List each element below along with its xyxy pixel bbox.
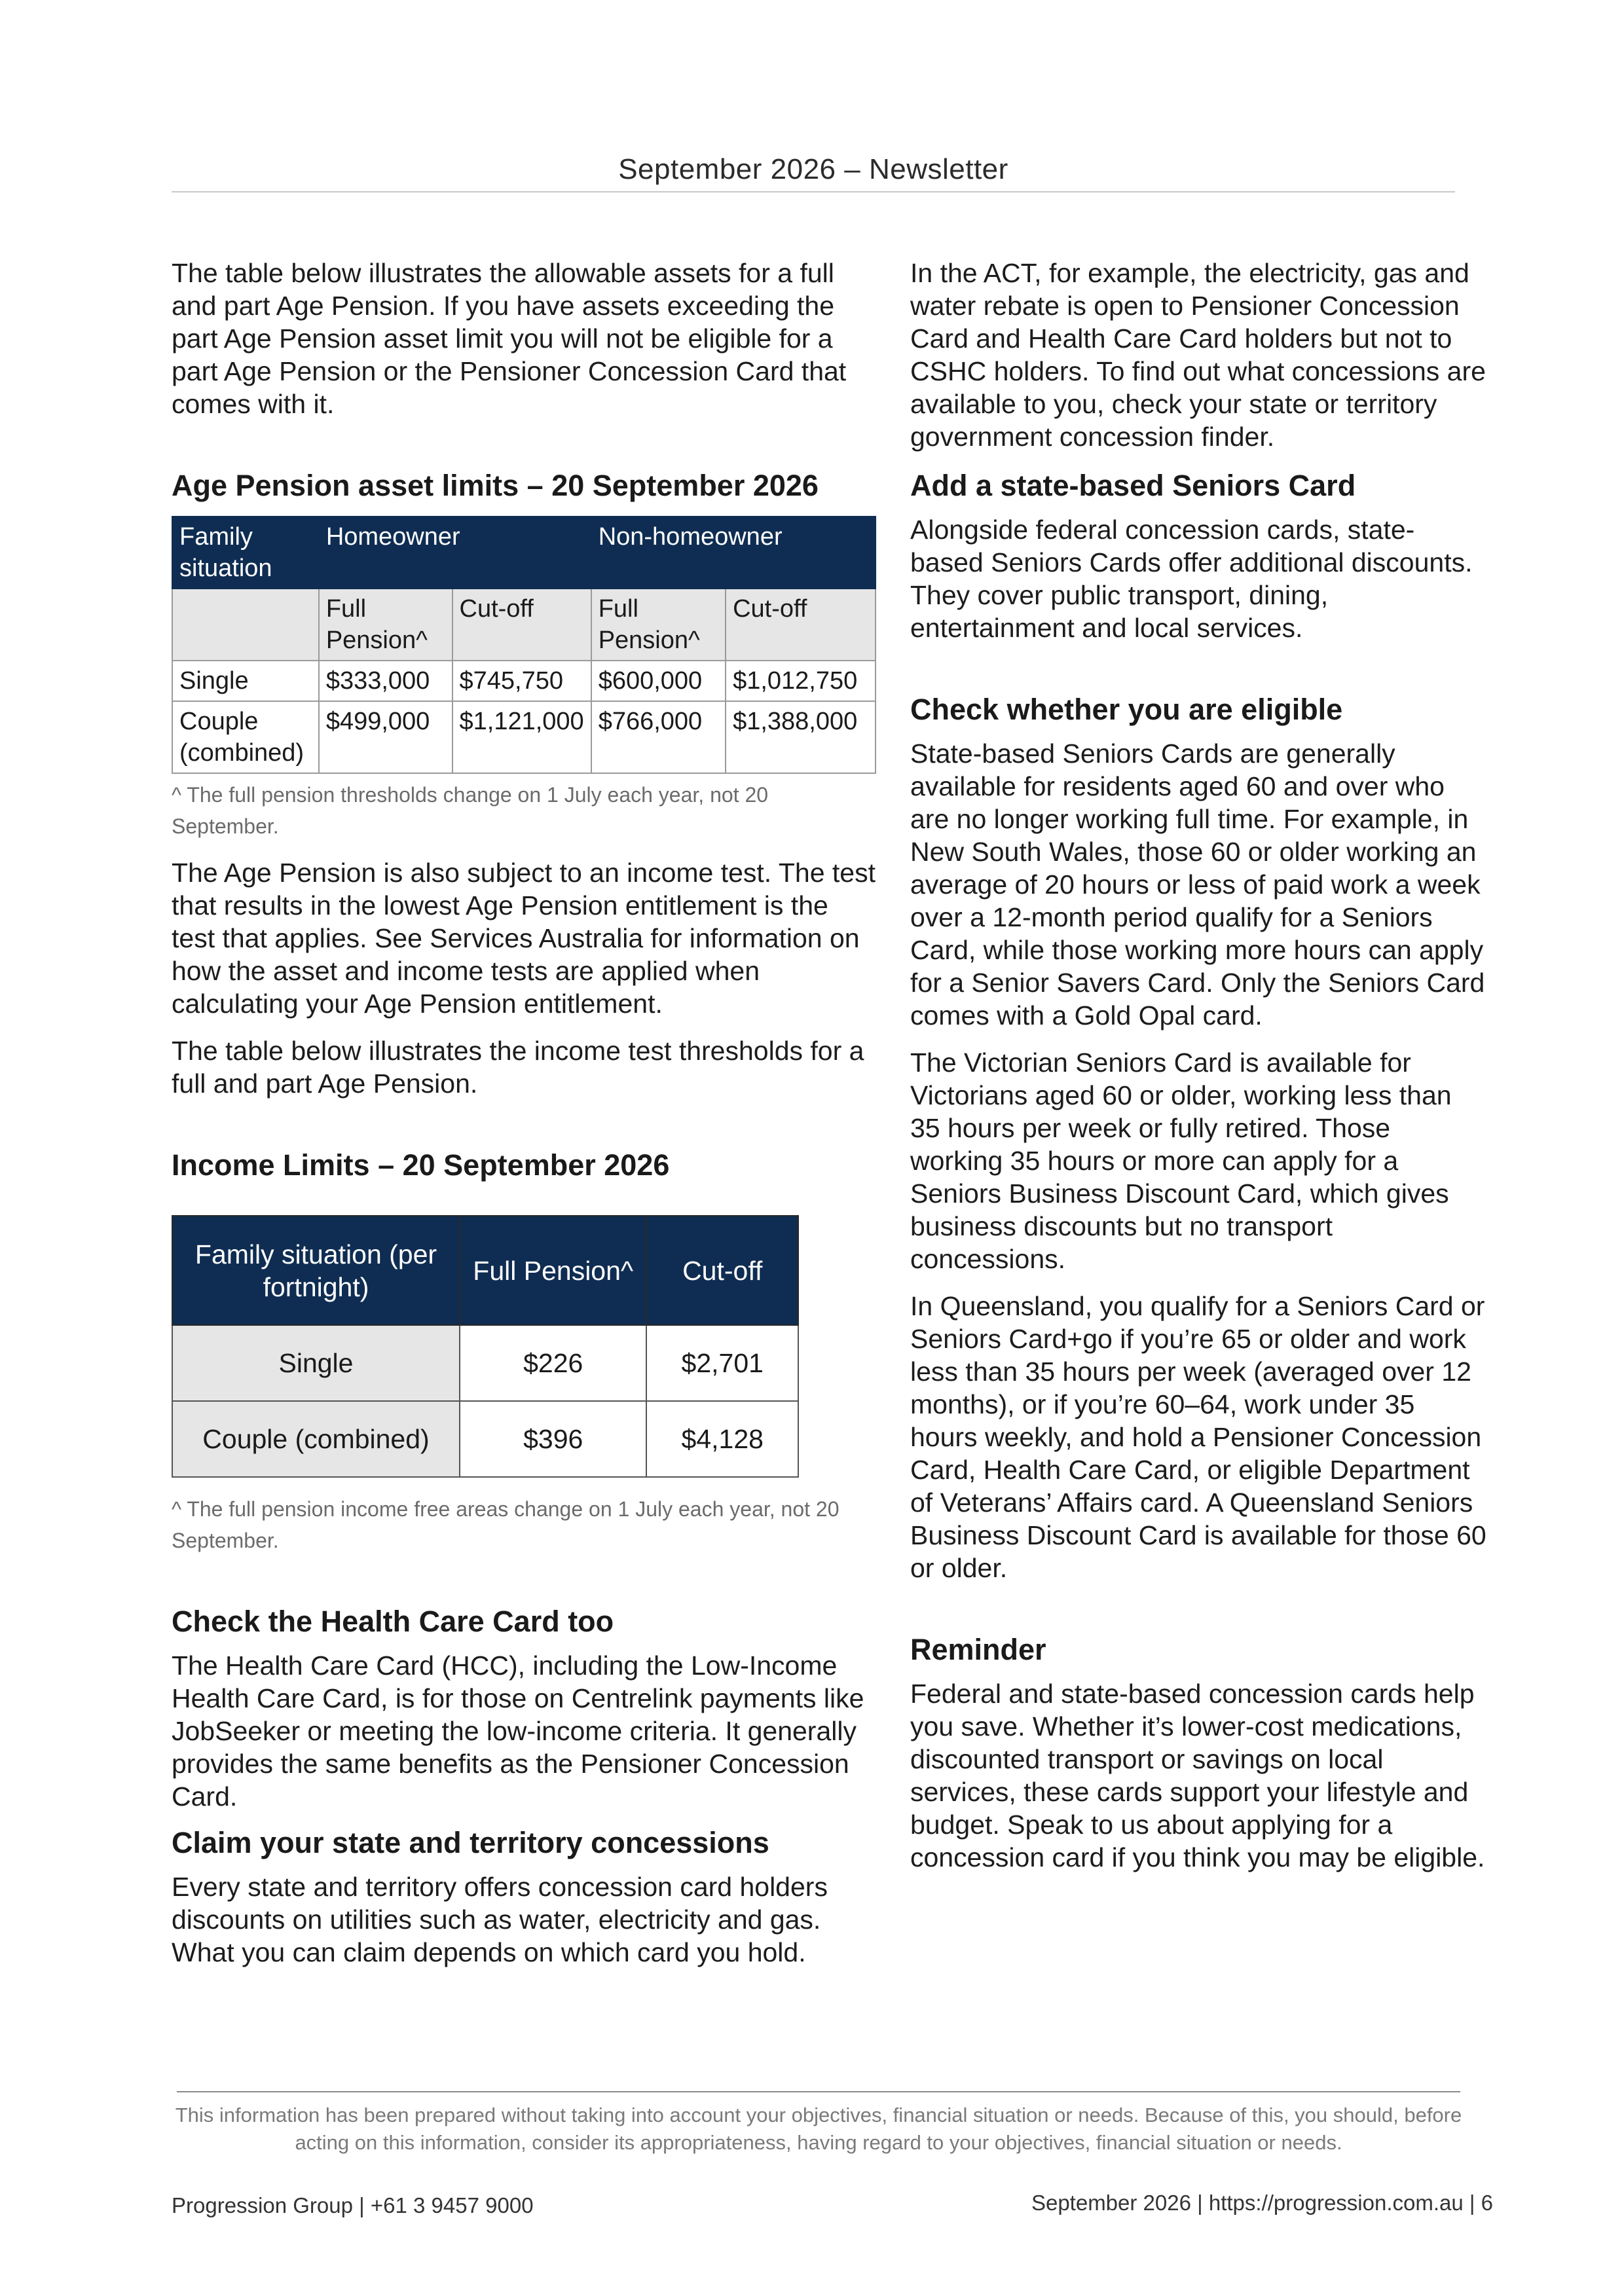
income-limits-heading: Income Limits – 20 September 2026: [172, 1148, 670, 1182]
asset-intro-paragraph: The table below illustrates the allowable assets for a full and part Age Pension. If you have assets exceeding the part Age Pension asset limit you will not be eligible for a part Age Pension or the Pensioner Concession Card that comes with it.: [172, 258, 847, 419]
table-row: [172, 661, 876, 701]
table-row: [172, 701, 876, 773]
cell-value: $1,012,750: [726, 661, 876, 701]
asset-subheader-cutoff: Cut-off: [452, 589, 591, 661]
footer-divider: [177, 2091, 1460, 2092]
asset-header-nonhomeowner: Non-homeowner: [591, 517, 876, 589]
asset-subheader-cutoff: Cut-off: [726, 589, 876, 661]
row-label: Single: [172, 1325, 460, 1401]
reminder-paragraph: Federal and state-based concession cards help you save. Whether it’s lower-cost medications, discounted transport or savings on local services, these cards support your lifestyle and budget. Speak to us about applying for a concession card if you think you may be eligible.: [910, 1679, 1485, 1872]
reminder-heading: Reminder: [910, 1633, 1046, 1666]
income-limits-table: [172, 1215, 799, 1478]
hcc-heading: Check the Health Care Card too: [172, 1605, 614, 1638]
income-table-intro: The table below illustrates the income test thresholds for a full and part Age Pension.: [172, 1036, 864, 1099]
asset-header-family: Family situation: [172, 517, 319, 589]
left-column: [172, 257, 876, 1969]
table-row: [172, 1325, 798, 1401]
cell-value: $499,000: [319, 701, 452, 773]
cell-value: $1,388,000: [726, 701, 876, 773]
act-paragraph: In the ACT, for example, the electricity, gas and water rebate is open to Pensioner Concession Card and Health Care Card holders but not to CSHC holders. To find out what concessions are available to you, check your state or territory government concession finder.: [910, 258, 1486, 452]
asset-limits-heading: Age Pension asset limits – 20 September 2026: [172, 469, 819, 502]
table-row: [172, 1401, 798, 1477]
hcc-paragraph: The Health Care Card (HCC), including the Low-Income Health Care Card, is for those on Centrelink payments like JobSeeker or meeting the low-income criteria. It generally provides the same benefits as the Pensioner Concession Card.: [172, 1650, 864, 1812]
right-column: [910, 257, 1486, 1874]
asset-subheader-full: Full Pension^: [591, 589, 726, 661]
income-test-paragraph: The Age Pension is also subject to an income test. The test that results in the lowest Age Pension entitlement is the test that applies. See Services Australia for information on how the asset and income tests are applied when calculating your Age Pension entitlement.: [172, 858, 876, 1019]
row-label: Couple (combined): [172, 701, 319, 773]
asset-subheader-full: Full Pension^: [319, 589, 452, 661]
income-header-cutoff: Cut-off: [646, 1216, 798, 1325]
cell-value: $4,128: [646, 1401, 798, 1477]
cell-value: $333,000: [319, 661, 452, 701]
cell-value: $2,701: [646, 1325, 798, 1401]
claim-concessions-heading: Claim your state and territory concessions: [172, 1826, 769, 1859]
eligibility-paragraph-nsw: State-based Seniors Cards are generally available for residents aged 60 and over who are no longer working full time. For example, in New South Wales, those 60 or older working an average of 20 hours or less of paid work a week over a 12-month period qualify for a Seniors Card, while those working more hours can apply for a Senior Savers Card. Only the Seniors Card comes with a Gold Opal card.: [910, 738, 1485, 1030]
footer-date-url-page: September 2026 | https://progression.com.au | 6: [1031, 2191, 1493, 2215]
asset-table-subheader-row: [172, 589, 876, 661]
seniors-card-paragraph: Alongside federal concession cards, state-based Seniors Cards offer additional discounts. They cover public transport, dining, entertainment and local services.: [910, 515, 1473, 643]
disclaimer-text: This information has been prepared without taking into account your objectives, financial situation or needs. Because of this, you should, before acting on this information, consider its appropriateness, having regard to your objectives, financial situation or needs.: [175, 2104, 1462, 2154]
cell-value: $1,121,000: [452, 701, 591, 773]
cell-value: $766,000: [591, 701, 726, 773]
cell-value: $745,750: [452, 661, 591, 701]
asset-table-header-row: [172, 517, 876, 589]
income-header-full: Full Pension^: [460, 1216, 646, 1325]
seniors-card-heading: Add a state-based Seniors Card: [910, 469, 1356, 502]
claim-concessions-paragraph: Every state and territory offers concession card holders discounts on utilities such as water, electricity and gas. What you can claim depends on which card you hold.: [172, 1872, 828, 1967]
row-label: Single: [172, 661, 319, 701]
income-table-footnote: ^ The full pension income free areas change on 1 July each year, not 20 September.: [172, 1497, 840, 1552]
footer-company-contact: Progression Group | +61 3 9457 9000: [172, 2193, 534, 2217]
asset-limits-table: [172, 516, 876, 774]
page-header-title: September 2026 – Newsletter: [618, 153, 1008, 185]
row-label: Couple (combined): [172, 1401, 460, 1477]
income-header-family: Family situation (per fortnight): [172, 1216, 460, 1325]
cell-value: $226: [460, 1325, 646, 1401]
cell-value: $600,000: [591, 661, 726, 701]
eligibility-heading: Check whether you are eligible: [910, 693, 1343, 726]
asset-table-footnote: ^ The full pension thresholds change on 1 July each year, not 20 September.: [172, 783, 769, 838]
asset-subheader-empty: [172, 589, 319, 661]
eligibility-paragraph-qld: In Queensland, you qualify for a Seniors Card or Seniors Card+go if you’re 65 or older and work less than 35 hours per week (averaged over 12 months), or if you’re 60–64, work under 35 hours weekly, and hold a Pensioner Concession Card, Health Care Card, or eligible Department of Veterans’ Affairs card. A Queensland Seniors Business Discount Card is available for those 60 or older.: [910, 1291, 1486, 1583]
header-divider: [172, 191, 1455, 192]
asset-header-homeowner: Homeowner: [319, 517, 591, 589]
cell-value: $396: [460, 1401, 646, 1477]
income-table-header-row: [172, 1216, 798, 1325]
eligibility-paragraph-vic: The Victorian Seniors Card is available for Victorians aged 60 or older, working less than 35 hours per week or fully retired. Those working 35 hours or more can apply for a Seniors Business Discount Card, which gives business discounts but no transport concessions.: [910, 1048, 1452, 1274]
